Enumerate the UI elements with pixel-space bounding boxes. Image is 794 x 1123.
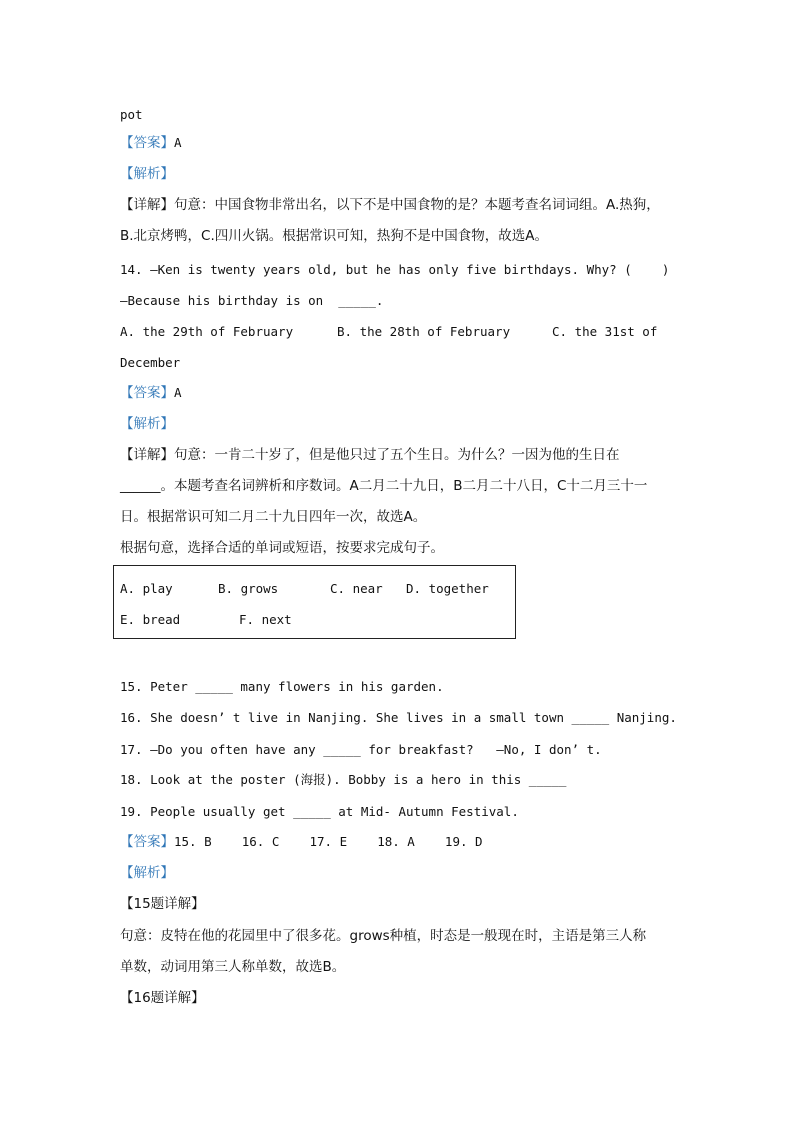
- question-15: 15. Peter _____ many flowers in his garden.: [120, 679, 444, 694]
- q14-answer: [120, 385, 182, 401]
- analysis-label: 【解析】: [120, 416, 174, 432]
- analysis-label: 【解析】: [120, 166, 174, 182]
- q16-detail-heading: 【16题详解】: [120, 990, 205, 1006]
- detail-text: 句意：一肯二十岁了，但是他只过了五个生日。为什么？一因为他的生日在: [174, 447, 620, 463]
- q14-option-b: B. the 28th of February: [337, 324, 511, 339]
- q14-option-c: C. the 31st of: [552, 324, 658, 339]
- section-instruction: 根据句意，选择合适的单词或短语，按要求完成句子。: [120, 540, 444, 556]
- q13-answer: [120, 135, 182, 151]
- q14-detail-cont2: 日。根据常识可知二月二十九日四年一次，故选A。: [120, 509, 427, 525]
- q15-detail-text: 句意：皮特在他的花园里中了很多花。grows种植，时态是一般现在时，主语是第三人称: [120, 928, 647, 944]
- word-option: C. near: [330, 581, 383, 596]
- answer-values: 15. B 16. C 17. E 18. A 19. D: [174, 834, 483, 849]
- q13-detail-cont: B.北京烤鸭，C.四川火锅。根据常识可知，热狗不是中国食物，故选A。: [120, 228, 549, 244]
- word-option: D. together: [406, 581, 489, 596]
- q13-detail: [120, 197, 660, 213]
- q14-question: 14. —Ken is twenty years old, but he has only five birthdays. Why? ( ): [120, 262, 670, 277]
- answer-label: 【答案】: [120, 834, 174, 850]
- question-17: 17. —Do you often have any _____ for breakfast? —No, I don’ t.: [120, 742, 602, 757]
- q14-detail-cont: ______。本题考查名词辨析和序数词。A二月二十九日，B二月二十八日，C十二月三十一: [120, 478, 648, 494]
- word-option: B. grows: [218, 581, 279, 596]
- q14-option-c-cont: December: [120, 355, 181, 370]
- q15-detail-heading: 【15题详解】: [120, 896, 205, 912]
- detail-label: 【详解】: [120, 197, 174, 213]
- question-16: 16. She doesn’ t live in Nanjing. She lives in a small town _____ Nanjing.: [120, 710, 677, 725]
- word-option: A. play: [120, 581, 173, 596]
- analysis-label: 【解析】: [120, 865, 174, 881]
- q14-option-a: A. the 29th of February: [120, 324, 294, 339]
- word-box: [113, 565, 516, 639]
- detail-text: 句意：中国食物非常出名，以下不是中国食物的是？本题考查名词词组。A.热狗，: [174, 197, 660, 213]
- q14-detail: [120, 447, 620, 463]
- detail-label: 【详解】: [120, 447, 174, 463]
- question-19: 19. People usually get _____ at Mid- Autumn Festival.: [120, 804, 519, 819]
- answers-15-19: [120, 834, 483, 850]
- q14-line2: —Because his birthday is on _____.: [120, 293, 384, 308]
- question-18: 18. Look at the poster (海报). Bobby is a hero in this _____: [120, 772, 567, 787]
- q13-tail-text: pot: [120, 107, 143, 122]
- q15-detail-text-cont: 单数，动词用第三人称单数，故选B。: [120, 959, 346, 975]
- answer-label: 【答案】: [120, 135, 174, 151]
- answer-value: A: [174, 135, 182, 150]
- answer-label: 【答案】: [120, 385, 174, 401]
- word-option: E. bread: [120, 612, 181, 627]
- word-option: F. next: [239, 612, 292, 627]
- answer-value: A: [174, 385, 182, 400]
